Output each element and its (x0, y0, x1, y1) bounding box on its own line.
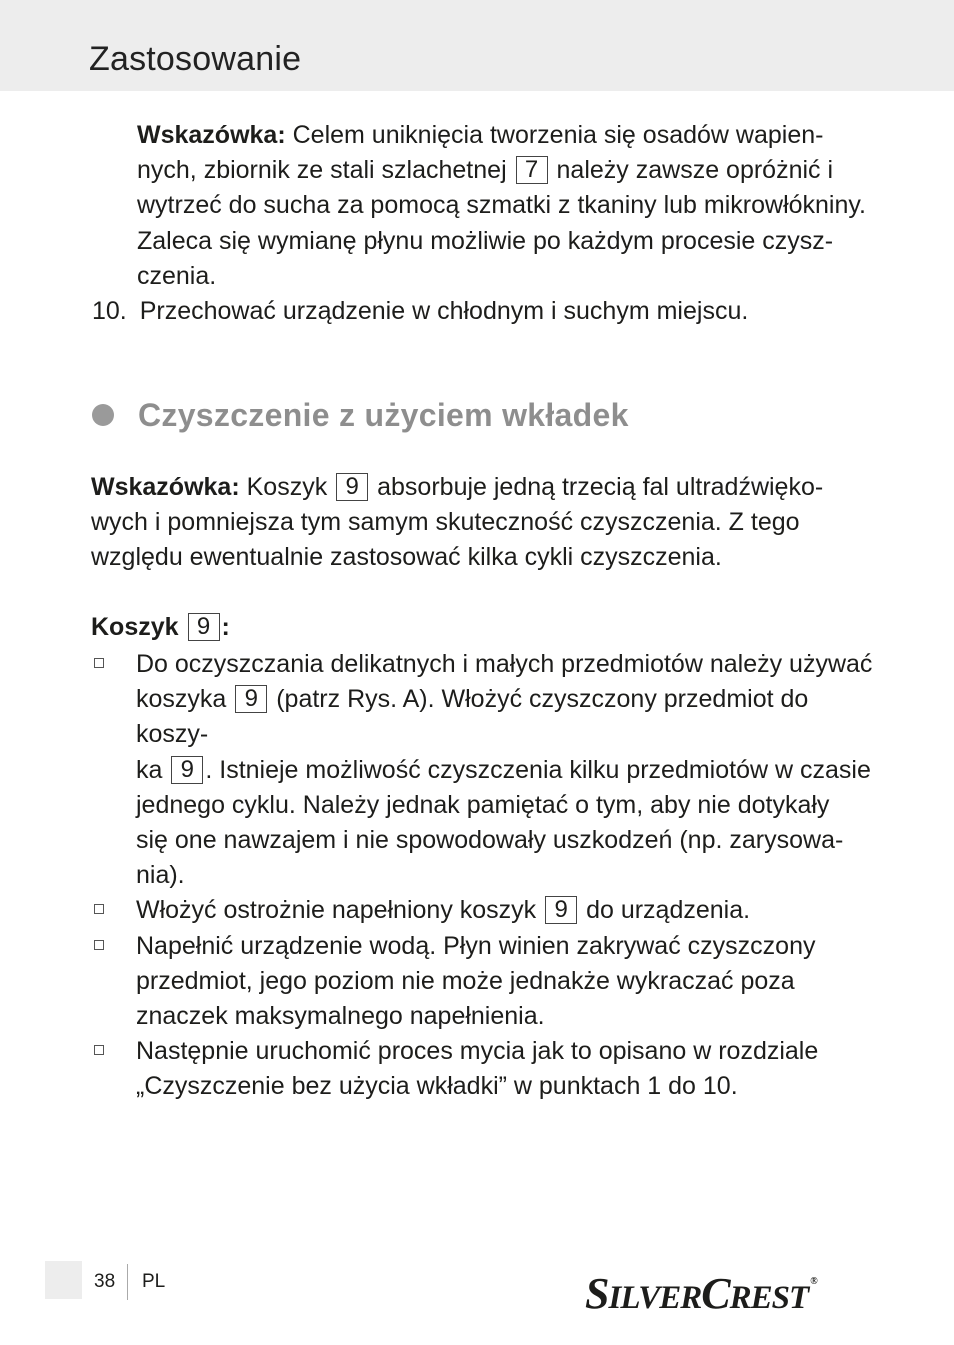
checkbox-bullet-icon (94, 658, 104, 668)
list-item-text: koszyka (136, 685, 227, 714)
logo-letter: C (701, 1269, 730, 1318)
list-item (92, 893, 882, 928)
basket-subheading (91, 610, 230, 645)
list-item-line: znaczek maksymalnego napełnienia. (136, 1002, 545, 1031)
note-text: należy zawsze opróżnić i (556, 156, 834, 185)
note-line (137, 153, 877, 188)
section-title: Czyszczenie z użyciem wkładek (138, 397, 629, 433)
part-reference-badge: 9 (188, 613, 220, 641)
note-line: wych i pomniejsza tym samym skuteczność czyszczenia. Z tego (91, 508, 800, 537)
list-item (92, 1034, 882, 1104)
part-reference-badge: 9 (545, 896, 577, 924)
list-item-line: Do oczyszczania delikatnych i małych przedmiotów należy używać (136, 650, 873, 678)
list-item-line: Następnie uruchomić proces mycia jak to opisano w rozdziale (136, 1037, 819, 1066)
note-label: Wskazówka: (91, 473, 240, 501)
bullet-dot-icon (92, 404, 114, 426)
note-text: absorbuje jedną trzecią fal ultradźwięko- (377, 473, 824, 501)
footer-tab (45, 1261, 82, 1299)
basket-label: Koszyk (91, 613, 179, 641)
list-item-text: Włożyć ostrożnie napełniony koszyk (136, 896, 537, 925)
page-number: 38 (94, 1271, 116, 1292)
list-item-line: się one nawzajem i nie spowodowały uszkodzeń (np. zarysowa- (136, 826, 844, 855)
logo-letters: ILVER (608, 1280, 702, 1316)
part-reference-badge: 9 (235, 685, 267, 713)
part-reference-badge: 9 (336, 473, 368, 501)
language-code: PL (142, 1271, 166, 1292)
list-item (92, 929, 882, 1035)
step-text: Przechować urządzenie w chłodnym i suchym miejscu. (139, 297, 749, 325)
list-item-text: do urządzenia. (586, 896, 751, 925)
list-item (92, 647, 882, 893)
note-paragraph-1 (137, 118, 877, 294)
note-paragraph-2 (91, 470, 871, 576)
list-item-text: . Istnieje możliwość czyszczenia kilku przedmiotów w czasie (205, 755, 871, 784)
section-heading (92, 394, 629, 436)
list-item-line: przedmiot, jego poziom nie może jednakże wykraczać poza (136, 966, 795, 995)
list-item-line (136, 682, 882, 752)
note-line: Zaleca się wymianę płynu możliwie po każdym procesie czysz- (137, 226, 834, 255)
checkbox-bullet-icon (94, 940, 104, 950)
note-line: wytrzeć do sucha za pomocą szmatki z tkaniny lub mikrowłókniny. (137, 191, 866, 220)
list-item-line: nia). (136, 861, 185, 890)
checkbox-bullet-icon (94, 904, 104, 914)
note-text: Celem uniknięcia tworzenia się osadów wapien- (292, 121, 824, 149)
list-item-text: (patrz Rys. A). Włożyć czyszczony przedmiot do koszy- (136, 685, 809, 749)
step-item-10 (92, 294, 748, 329)
note-text: Koszyk (246, 473, 328, 501)
note-line: czenia. (137, 261, 217, 290)
note-line (137, 118, 877, 153)
note-label: Wskazówka: (137, 121, 286, 149)
list-item-line (136, 893, 882, 928)
registered-mark: ® (810, 1276, 817, 1287)
page-title: Zastosowanie (89, 40, 302, 78)
note-line (91, 470, 871, 505)
list-item-line: jednego cyklu. Należy jednak pamiętać o tym, aby nie dotykały (136, 790, 830, 819)
logo-letters: REST (729, 1280, 809, 1316)
note-text: nych, zbiornik ze stali szlachetnej (137, 156, 507, 185)
footer-divider (127, 1264, 128, 1300)
checkbox-bullet-icon (94, 1045, 104, 1055)
instruction-list (92, 647, 882, 1105)
list-item-line: Napełnić urządzenie wodą. Płyn winien zakrywać czyszczony (136, 931, 816, 960)
brand-logo (585, 1259, 817, 1321)
list-item-text: ka (136, 755, 163, 784)
page-header (0, 0, 954, 91)
logo-letter: S (585, 1269, 609, 1318)
part-reference-badge: 7 (516, 156, 548, 184)
note-line: względu ewentualnie zastosować kilka cykli czyszczenia. (91, 543, 722, 572)
part-reference-badge: 9 (171, 756, 203, 784)
basket-colon: : (221, 613, 230, 641)
step-number: 10. (92, 297, 127, 325)
list-item-line (136, 753, 882, 788)
list-item-line: „Czyszczenie bez użycia wkładki” w punktach 1 do 10. (136, 1072, 738, 1101)
